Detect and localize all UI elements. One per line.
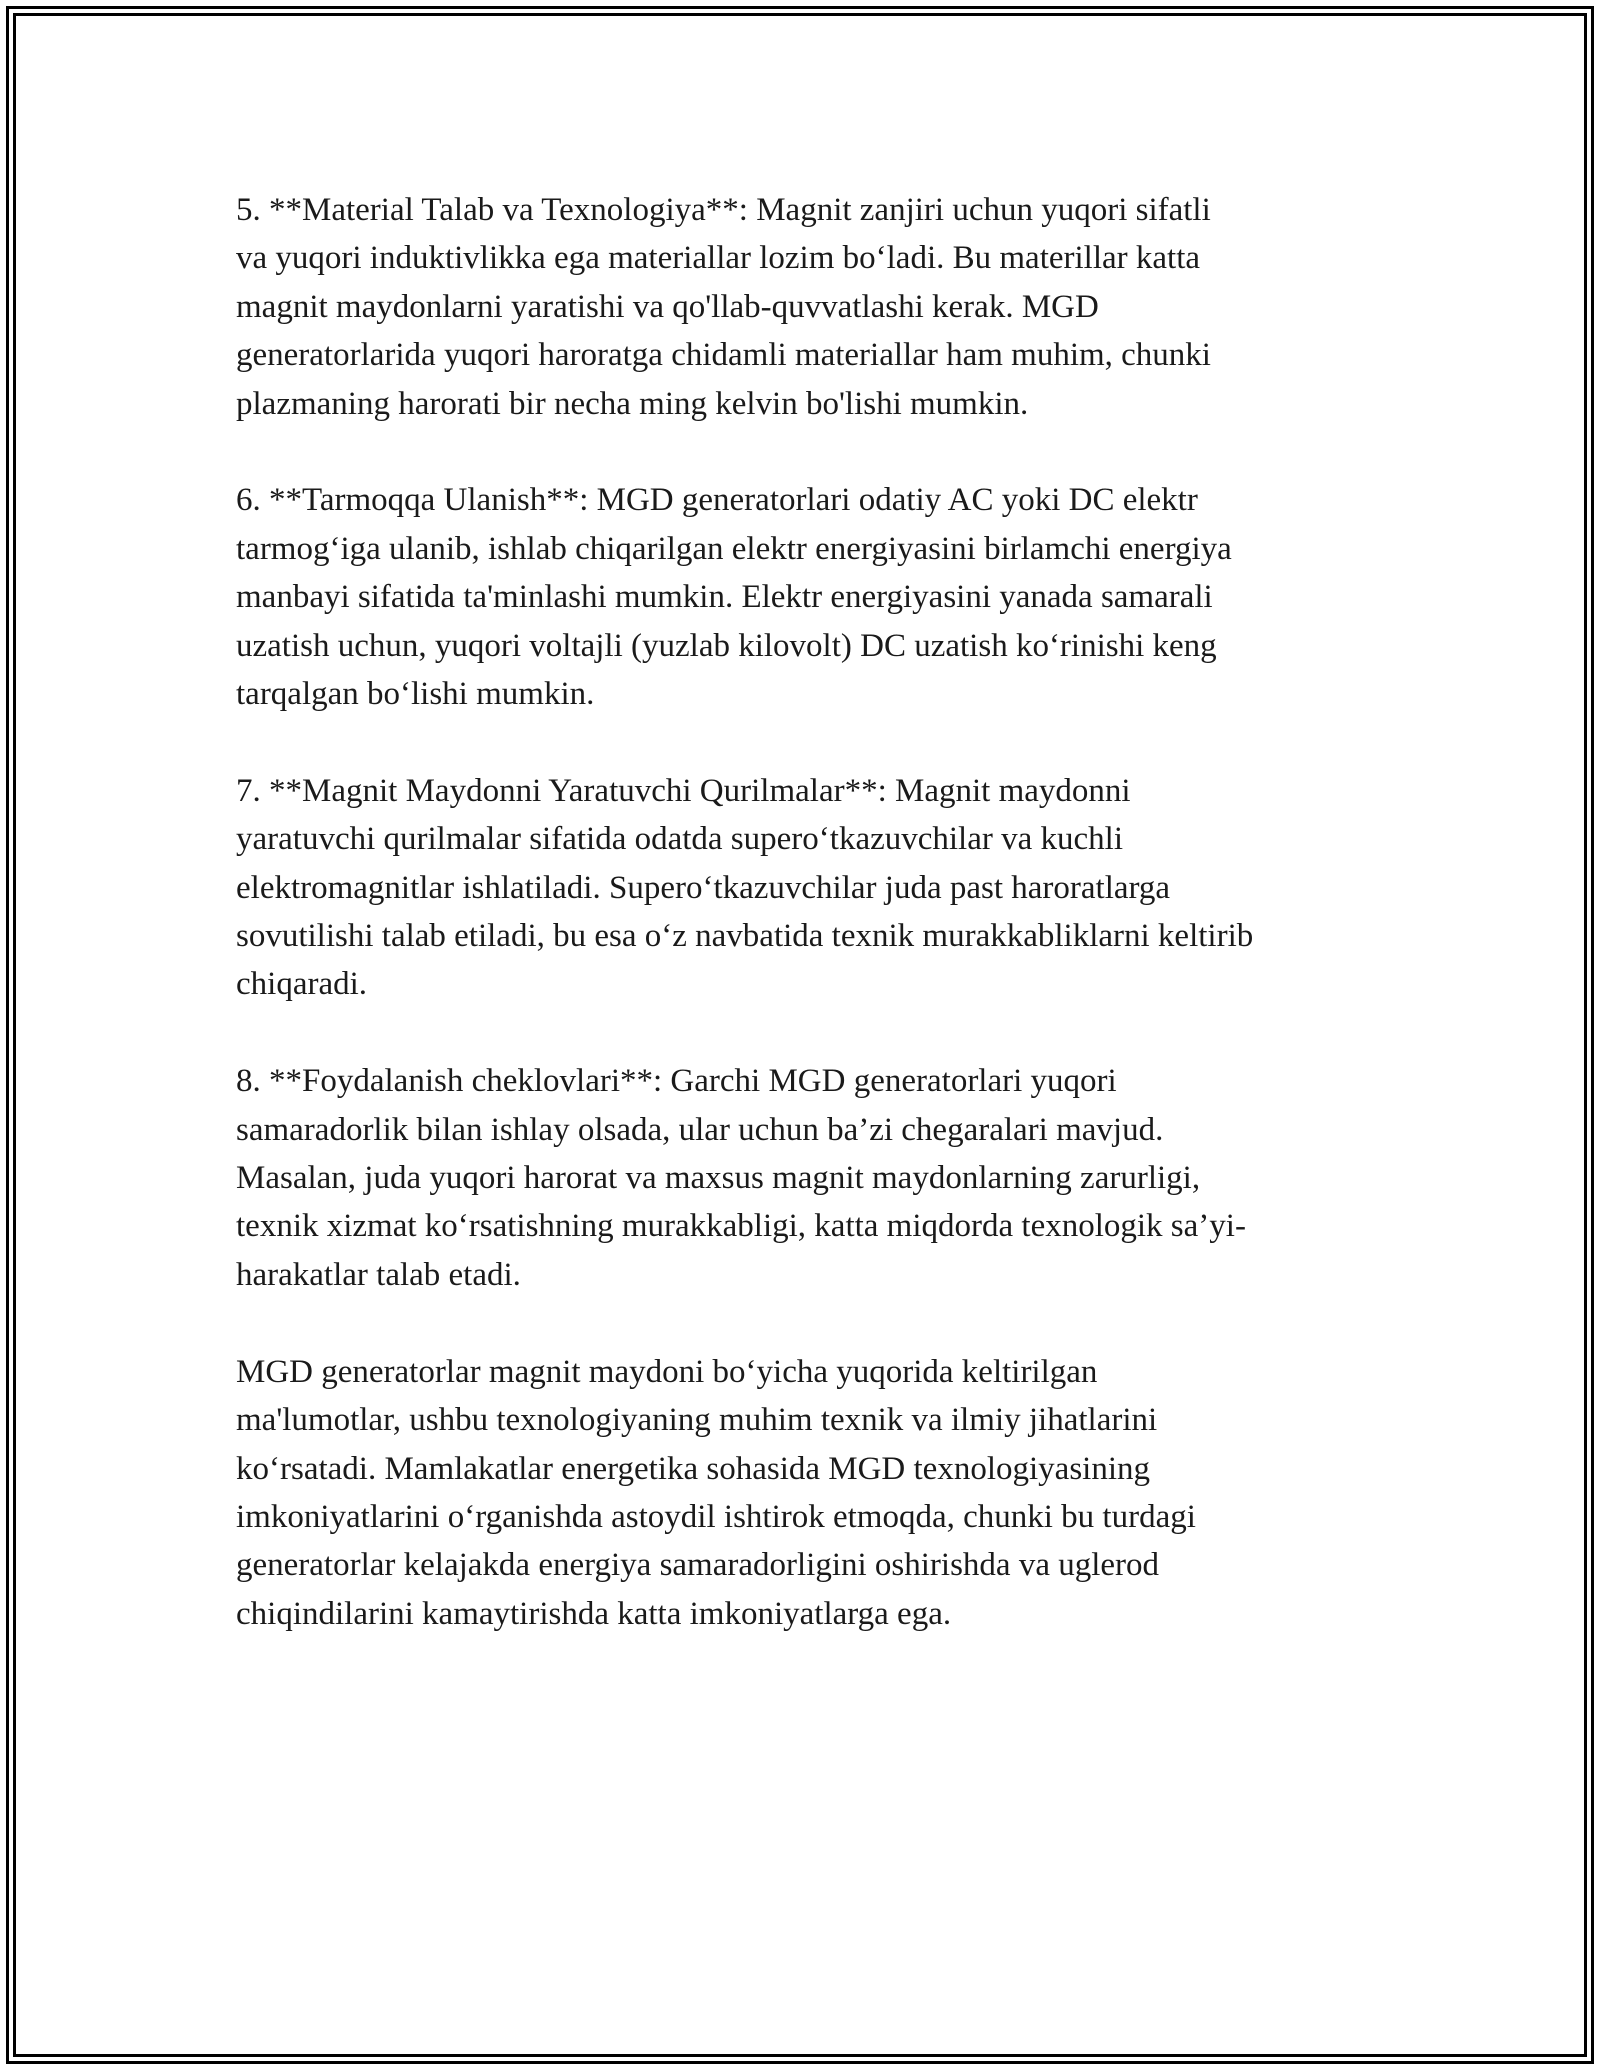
paragraph-tarmoqqa-ulanish: 6. **Tarmoqqa Ulanish**: MGD generatorlari odatiy AC yoki DC elektr tarmog‘iga ulanib, ishlab chiqarilgan elektr energiyasini birlamchi energiya manbayi sifatida ta'minlashi mumkin. Elektr energiyasini yanada samarali uzatish uchun, yuqori voltajli (yuzlab kilovolt) DC uzatish ko‘rinishi keng tarqalgan bo‘lishi mumkin. [236,482,1232,713]
paragraph-magnit-maydonni-yaratuvchi: 7. **Magnit Maydonni Yaratuvchi Qurilmalar**: Magnit maydonni yaratuvchi qurilmalar sifatida odatda supero‘tkazuvchilar va kuchli elektromagnitlar ishlatiladi. Supero‘tkazuvchilar juda past haroratlarga sovutilishi talab etiladi, bu esa o‘z navbatida texnik murakkabliklarni keltirib chiqaradi. [236,772,1254,1003]
paragraph-conclusion: MGD generatorlar magnit maydoni bo‘yicha yuqorida keltirilgan ma'lumotlar, ushbu texnologiyaning muhim texnik va ilmiy jihatlarini ko‘rsatadi. Mamlakatlar energetika sohasida MGD texnologiyasining imkoniyatlarini o‘rganishda astoydil ishtirok etmoqda, chunki bu turdagi generatorlar kelajakda energiya samaradorligini oshirishda va uglerod chiqindilarini kamaytirishda katta imkoniyatlarga ega. [236,1353,1196,1632]
document-body [236,186,1376,1638]
paragraph-foydalanish-cheklovlari: 8. **Foydalanish cheklovlari**: Garchi MGD generatorlari yuqori samaradorlik bilan ishlay olsada, ular uchun ba’zi chegaralari mavjud. Masalan, juda yuqori harorat va maxsus magnit maydonlarning zarurligi, texnik xizmat ko‘rsatishning murakkabligi, katta miqdorda texnologik sa’yi- harakatlar talab etadi. [236,1063,1246,1293]
paragraph-material-talab: 5. **Material Talab va Texnologiya**: Magnit zanjiri uchun yuqori sifatli va yuqori induktivlikka ega materiallar lozim bo‘ladi. Bu materillar katta magnit maydonlarni yaratishi va qo'llab-quvvatlashi kerak. MGD generatorlarida yuqori haroratga chidamli materiallar ham muhim, chunki plazmaning harorati bir necha ming kelvin bo'lishi mumkin. [236,192,1211,422]
